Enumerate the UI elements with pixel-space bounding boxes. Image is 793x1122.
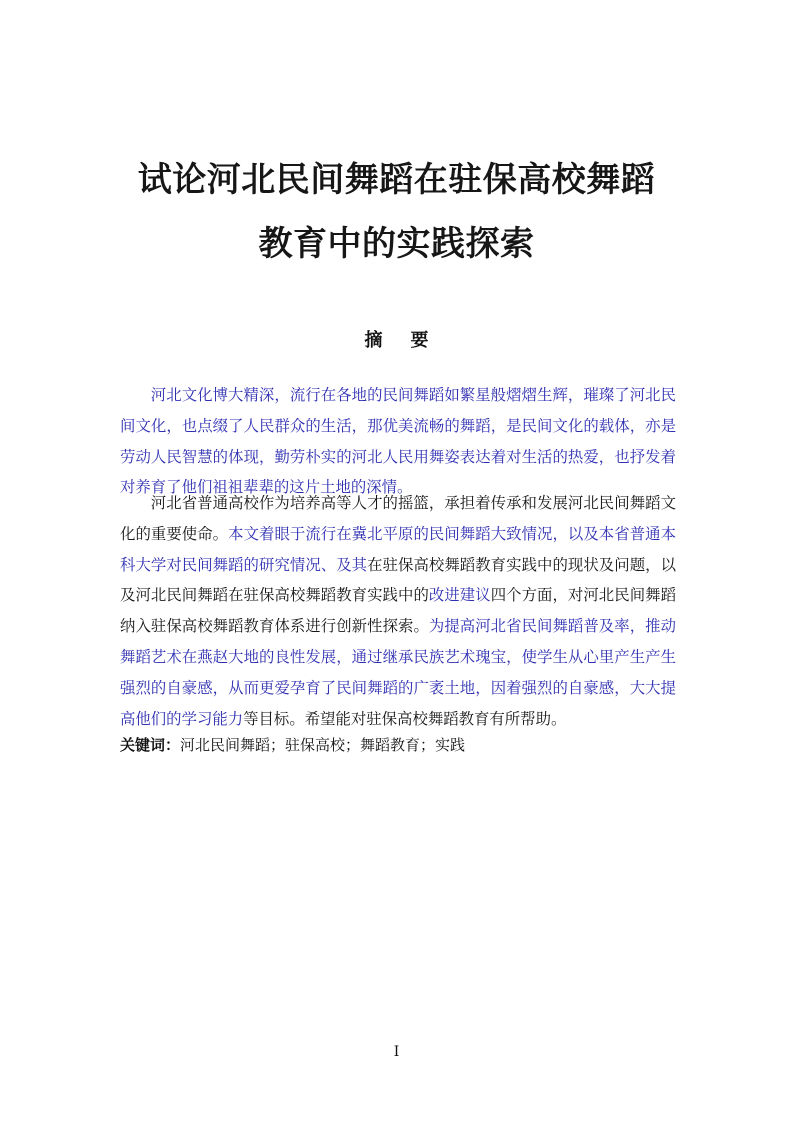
abstract-paragraph-1: 河北文化博大精深，流行在各地的民间舞蹈如繁星般熠熠生辉，璀璨了河北民间文化，也点缀了人民群众的生活，那优美流畅的舞蹈，是民间文化的载体，亦是劳动人民智慧的体现，勤劳朴实的河北人民用舞姿表达着对生活的热爱，也抒发着对养育了他们祖祖辈辈的这片土地的深情。: [120, 386, 676, 497]
document-title-line-2: 教育中的实践探索: [258, 224, 535, 264]
abstract-heading-char-1: 摘: [364, 330, 383, 351]
paragraph-2-segment-4: 改进建议: [428, 586, 491, 605]
paragraph-2-segment-5: 四个方面，对河北民间舞蹈纳入驻保高校舞蹈教育体系进行创新性探索。: [120, 586, 676, 636]
keywords-value: 河北民间舞蹈；驻保高校；舞蹈教育；实践: [180, 736, 466, 754]
document-title-line-1: 试论河北民间舞蹈在驻保高校舞蹈: [137, 160, 656, 200]
paragraph-2-segment-3: 在驻保高校舞蹈教育实践中的现状及问题，以及河北民间舞蹈在驻保高校舞蹈教育实践中的: [120, 555, 676, 605]
page-number: I: [393, 1044, 400, 1060]
abstract-heading: [0, 328, 793, 354]
keywords-line: [120, 733, 676, 757]
paragraph-2-segment-6: 为提高河北省民间舞蹈普及率，推动舞蹈艺术在燕赵大地的良性发展，通过继承民族艺术瑰宝，使学生从心里产生产生强烈的自豪感，从而更爱孕育了民间舞蹈的广袤土地，因着强烈的自豪感，大大提高他们的学习能力: [120, 617, 676, 728]
abstract-heading-char-2: 要: [410, 330, 429, 351]
paragraph-2-segment-2: 本文着眼于流行在冀北平原的民间舞蹈大致情况，以及本省普通本科大学对民间舞蹈的研究情况、及其: [120, 524, 676, 574]
abstract-paragraph-2: [120, 488, 676, 734]
paragraph-2-segment-7: 等目标。希望能对驻保高校舞蹈教育有所帮助。: [243, 709, 567, 728]
keywords-label: 关键词：: [120, 736, 181, 754]
paragraph-2-segment-1: 河北省普通高校作为培养高等人才的摇篮，承担着传承和发展河北民间舞蹈文化的重要使命。: [120, 494, 676, 543]
